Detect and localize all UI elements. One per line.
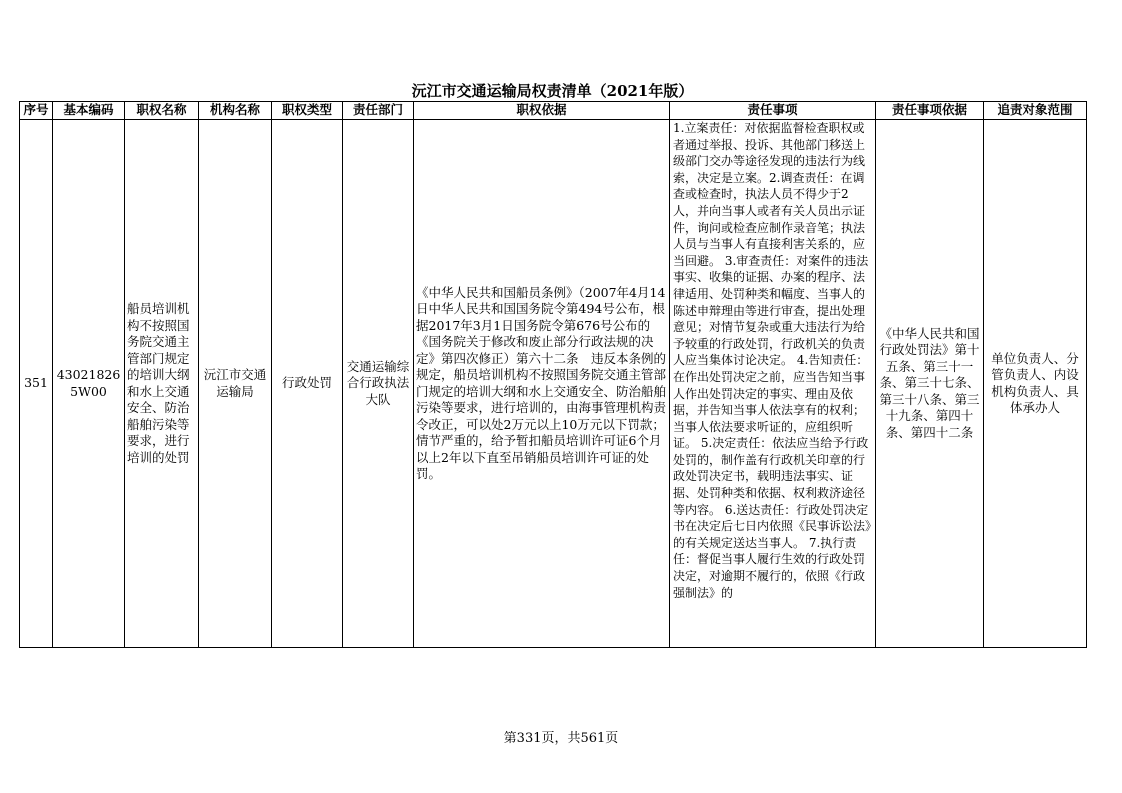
cell-responsibility: 1.立案责任：对依据监督检查职权或者通过举报、投诉、其他部门移送上级部门交办等途径发现的违法行为线索，决定是立案。2.调查责任：在调查或检查时，执法人员不得少于2人，并向当事人或者有关人员出示证件，询问或检查应制作录音笔；执法人员与当事人有直接利害关系的，应当回避。 3.审查责任：对案件的违法事实、收集的证据、办案的程序、法律适用、处罚种类和幅度、当事人的陈述申辩理由等进行审查，提出处理意见；对情节复杂或重大违法行为给予较重的行政处罚，行政机关的负责人应当集体讨论决定。 4.告知责任：在作出处罚决定之前，应当告知当事人作出处罚决定的事实、理由及依据，并告知当事人依法享有的权利；当事人依法要求听证的，应组织听证。 5.决定责任：依法应当给予行政处罚的，制作盖有行政机关印章的行政处罚决定书，载明违法事实、证据、处罚种类和依据、权利救济途径等内容。 6.送达责任：行政处罚决定书在决定后七日内依照《民事诉讼法》的有关规定送达当事人。 7.执行责任：督促当事人履行生效的行政处罚决定，对逾期不履行的，依照《行政强制法》的 [670, 120, 876, 648]
table-row [20, 120, 1087, 648]
header-accountability: 追责对象范围 [984, 102, 1087, 120]
cell-dept: 交通运输综合行政执法大队 [343, 120, 414, 648]
header-power-type: 职权类型 [272, 102, 343, 120]
header-code: 基本编码 [53, 102, 125, 120]
cell-power-type: 行政处罚 [272, 120, 343, 648]
cell-seq: 351 [20, 120, 53, 648]
header-dept: 责任部门 [343, 102, 414, 120]
header-seq: 序号 [20, 102, 53, 120]
header-power-name: 职权名称 [125, 102, 199, 120]
header-basis: 职权依据 [414, 102, 670, 120]
cell-code: 430218265W00 [53, 120, 125, 648]
cell-accountability: 单位负责人、分管负责人、内设机构负责人、具体承办人 [984, 120, 1087, 648]
header-resp-basis: 责任事项依据 [876, 102, 984, 120]
cell-resp-basis: 《中华人民共和国行政处罚法》第十五条、第三十一条、第三十七条、第三十八条、第三十九条、第四十条、第四十二条 [876, 120, 984, 648]
table-header-row [20, 102, 1087, 120]
document-title: 沅江市交通运输局权责清单（2021年版） [411, 82, 694, 100]
cell-power-name: 船员培训机构不按照国务院交通主管部门规定的培训大纲和水上交通安全、防治船舶污染等要求，进行培训的处罚 [125, 120, 199, 648]
power-responsibility-table [19, 101, 1087, 648]
header-responsibility: 责任事项 [670, 102, 876, 120]
page-footer: 第331页，共561页 [503, 731, 619, 746]
cell-org-name: 沅江市交通运输局 [199, 120, 272, 648]
cell-basis: 《中华人民共和国船员条例》（2007年4月14日中华人民共和国国务院令第494号公布，根据2017年3月1日国务院令第676号公布的《国务院关于修改和废止部分行政法规的决定》第四次修正）第六十二条 违反本条例的规定，船员培训机构不按照国务院交通主管部门规定的培训大纲和水上交通安全、防治船舶污染等要求，进行培训的，由海事管理机构责令改正，可以处2万元以上10万元以下罚款；情节严重的，给予暂扣船员培训许可证6个月以上2年以下直至吊销船员培训许可证的处罚。 [414, 120, 670, 648]
header-org-name: 机构名称 [199, 102, 272, 120]
